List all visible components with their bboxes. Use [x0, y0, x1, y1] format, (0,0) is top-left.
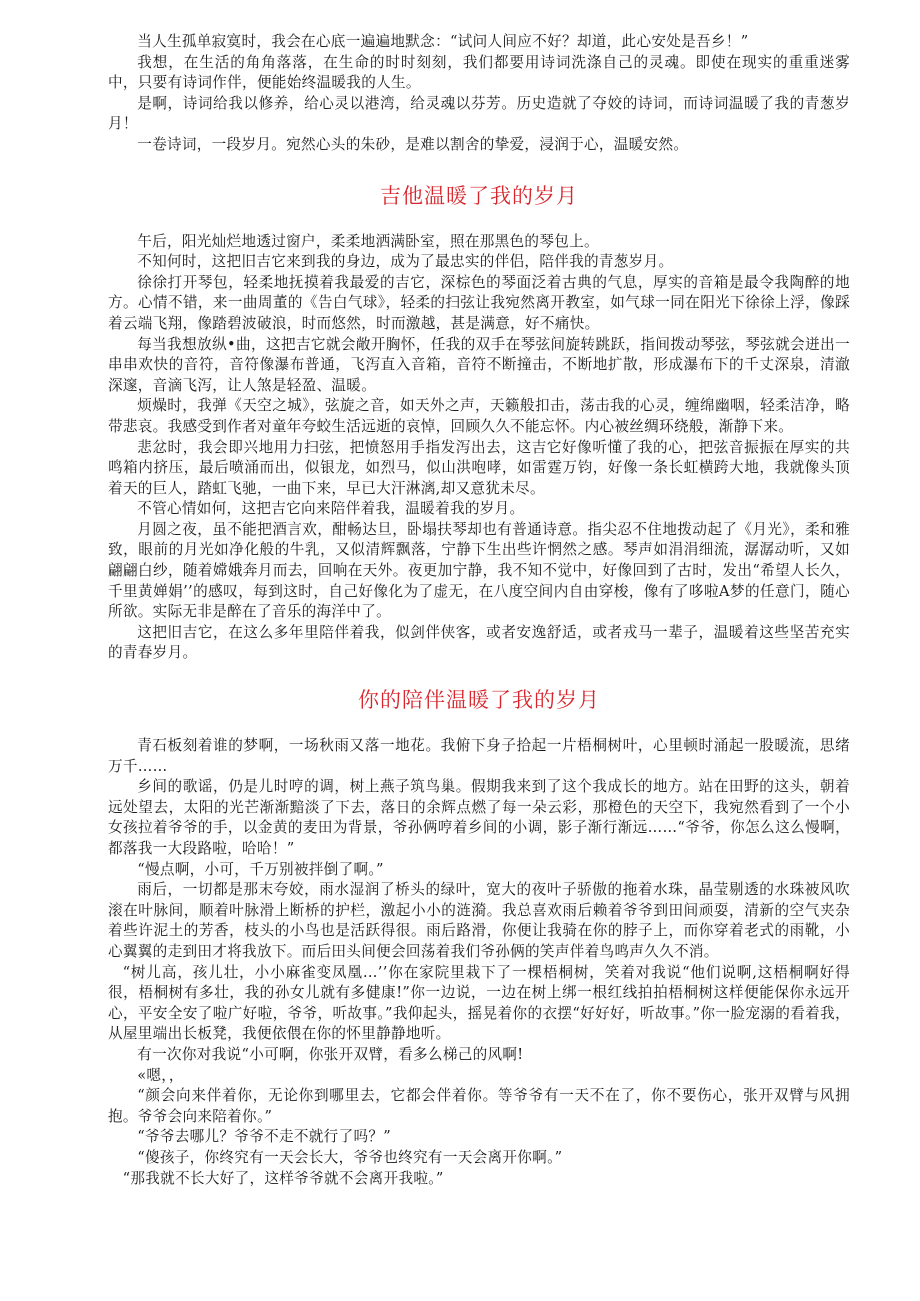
paragraph: 烦燥时，我弹《天空之城》，弦旋之音，如天外之声，天籁般扣击，荡击我的心灵，缠绵幽咽，轻柔洁净，略带悲哀。我感受到作者对童年夸蛟生活远逝的哀悼，回顾久久不能忘怀。内心被丝绸环绕般，渐静下来。: [108, 397, 850, 435]
paragraph: 青石板刻着谁的梦啊，一场秋雨又落一地花。我俯下身子拾起一片梧桐树叶，心里顿时涌起一股暖流，思绪万千……: [108, 737, 850, 775]
paragraph: 这把旧吉它，在这么多年里陪伴着我，似剑伴侠客，或者安逸舒适，或者戎马一辈子，温暖着这些坚苦充实的青春岁月。: [108, 623, 850, 662]
paragraph: “傻孩子，你终究有一天会长大，爷爷也终究有一天会离开你啊。”: [137, 1148, 563, 1166]
paragraph: 徐徐打开琴包，轻柔地抚摸着我最爱的吉它，深棕色的琴面泛着古典的气息，厚实的音箱是最令我陶醉的地方。心情不错，来一曲周董的《告白气球》，轻柔的扫弦让我宛然离开教室，如气球一同在阳光下徐徐上浮，像踩着云端飞翔，像踏碧波破浪，时而悠然，时而激越，甚是满意，好不痛快。: [108, 273, 850, 332]
paragraph: 乡间的歌谣，仍是儿时哼的调，树上燕子筑鸟巢。假期我来到了这个我成长的地方。站在田野的这头，朝着远处望去，太阳的光芒渐渐黯淡了下去，落日的余辉点燃了每一朵云彩，那橙色的天空下，我宛然看到了一个小女孩拉着爷爷的手，以金黄的麦田为背景，爷孙俩哼着乡间的小调，影子渐行渐远……“爷爷，你怎么这么慢啊，都落我一大段路啦，哈哈！”: [108, 778, 850, 857]
paragraph: 是啊，诗词给我以修养，给心灵以港湾，给灵魂以芬芳。历史造就了夺姣的诗词，而诗词温暖了我的青葱岁月！: [108, 94, 850, 133]
paragraph: 当人生孤单寂寞时，我会在心底一遍遍地默念：“试问人间应不好？却道，此心安处是吾乡！”: [137, 33, 749, 50]
paragraph: “爷爷去哪儿？爷爷不走不就行了吗？”: [137, 1128, 392, 1146]
paragraph: 不管心情如何，这把吉它向来陪伴着我，温暖着我的岁月。: [137, 500, 525, 518]
essay-title-guitar: 吉他温暖了我的岁月: [380, 183, 578, 208]
paragraph: 每当我想放纵•曲，这把吉它就会敞开胸怀，任我的双手在琴弦间旋转跳跃，指间拨动琴弦，琴弦就会迸出一串串欢快的音符，音符像瀑布普通，飞泻直入音箱，音符不断撞击，不断地扩散，形成瀑布下的千丈深泉，清澈深邃，音滴飞泻，让人煞是轻盈、温暖。: [108, 335, 850, 394]
paragraph: “颜会向来伴着你，无论你到哪里去，它都会伴着你。等爷爷有一天不在了，你不要伤心，张开双臂与风拥抱。爷爷会向来陪着你。”: [108, 1087, 850, 1125]
paragraph: 一卷诗词，一段岁月。宛然心头的朱砂，是难以割舍的挚爱，浸润于心，温暖安然。: [137, 135, 689, 153]
paragraph: 月圆之夜，虽不能把酒言欢，酣畅达旦，卧塌扶琴却也有普通诗意。指尖忍不住地拨动起了《月光》，柔和雅致，眼前的月光如净化般的牛乳，又似清辉飘落，宁静下生出些许惘然之感。琴声如涓涓细流，潺潺动听，又如翩翩白纱，随着嫦娥奔月而去，回响在天外。夜更加宁静，我不知不觉中，好像回到了古时，发出“希望人长久，千里黄婵娟’’的感叹，每到这时，自己好像化为了虚无，在八度空间内自由穿梭，像有了哆啦A梦的任意门，随心所欲。实际无非是醉在了音乐的海洋中了。: [108, 520, 850, 621]
paragraph: 我想，在生活的角角落落，在生命的时时刻刻，我们都要用诗词洗涤自己的灵魂。即使在现实的重重迷雾中，只要有诗词作伴，便能始终温暖我的人生。: [108, 53, 850, 92]
paragraph: 有一次你对我说“小可啊，你张开双臂，看多么梯己的风啊!: [137, 1045, 524, 1063]
paragraph: “那我就不长大好了，这样爷爷就不会离开我啦。”: [122, 1169, 444, 1187]
paragraph: «嗯，，: [137, 1066, 184, 1084]
essay-title-companionship: 你的陪伴温暖了我的岁月: [358, 688, 600, 713]
intro-section: [108, 32, 850, 156]
guitar-section: [108, 232, 850, 664]
paragraph: 雨后，一切都是那末夸姣，雨水湿润了桥头的绿叶，宽大的夜叶子骄傲的拖着水珠，晶莹剔透的水珠被风吹滚在叶脉间，顺着叶脉滑上断桥的护栏，激起小小的涟漪。我总喜欢雨后赖着爷爷到田间顽耍，清新的空气夹杂着些许泥土的芳香，枝头的小鸟也是活跃得很。雨后路滑，你便让我骑在你的脖子上，而你穿着老式的雨靴，小心翼翼的走到田才将我放下。而后田头间便会回荡着我们爷孙俩的笑声伴着鸟鸣声久久不消。: [108, 881, 850, 960]
paragraph: 午后，阳光灿烂地透过窗户，柔柔地洒满卧室，照在那黑色的琴包上。: [137, 232, 599, 250]
companionship-section: [108, 736, 850, 1189]
paragraph: “树儿高，孩儿壮，小小麻雀变凤凰…’’你在家院里栽下了一棵梧桐树，笑着对我说“他们说啊,这梧桐啊好得很，梧桐树有多壮，我的孙女儿就有多健康!”你一边说，一边在树上绑一根红线拍拍梧桐树这样便能保你永远开心，平安全安了啦广好啦，爷爷，听故事。”我仰起头，摇晃着你的衣摆“好好好，听故事。”你一脸宠溺的看着我，从屋里端出长板凳，我便依偎在你的怀里静静地听。: [108, 963, 850, 1043]
paragraph: 悲忿时，我会即兴地用力扫弦，把愤怒用手指发泻出去，这吉它好像听懂了我的心，把弦音振振在厚实的共鸣箱内挤压，最后喷涌而出，似银龙，如烈马，似山洪咆哮，如雷霆万钧，好像一条长虹横跨大地，我就像头顶着天的巨人，踏虹飞驰，一曲下来，早已大汗淋漓,却又意犹未尽。: [108, 438, 850, 497]
paragraph: “慢点啊，小可，千万别被拌倒了啊。”: [137, 860, 384, 878]
document-page: [108, 32, 850, 1189]
paragraph: 不知何时，这把旧吉它来到我的身边，成为了最忠实的伴侣，陪伴我的青葱岁月。: [137, 253, 674, 271]
